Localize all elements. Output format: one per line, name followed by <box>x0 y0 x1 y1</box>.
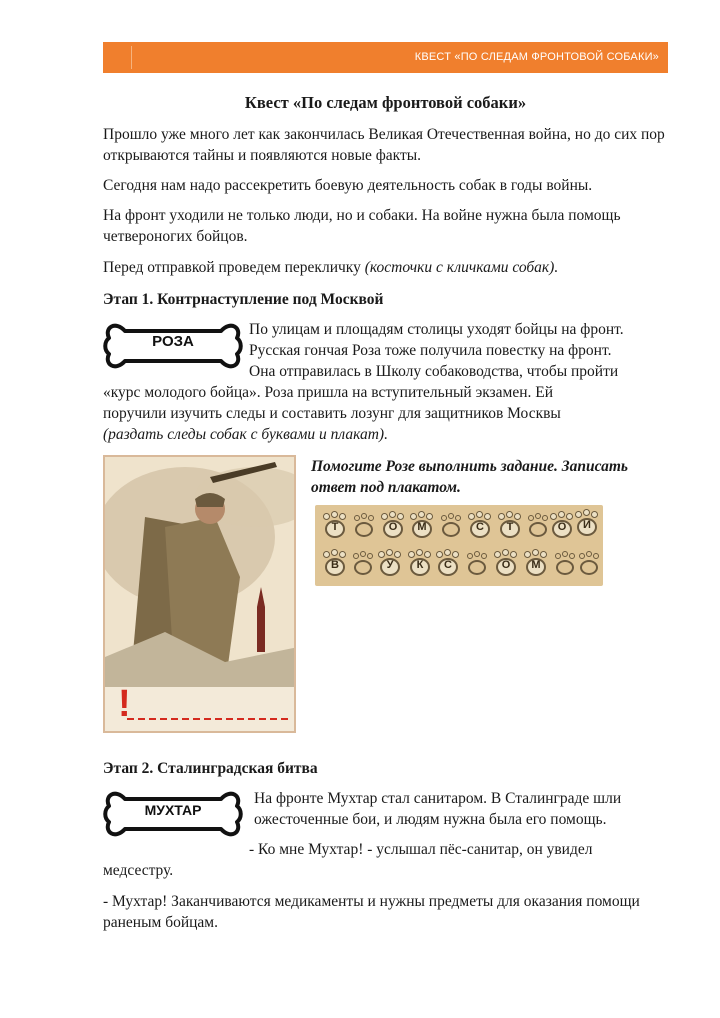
poster-exclamation: ! <box>118 683 131 725</box>
paw-print-icon <box>577 551 601 577</box>
paw-letter: М <box>531 559 541 571</box>
paw-print-icon <box>320 511 350 541</box>
paw-print-icon <box>320 549 350 579</box>
task-line-2: ответ под плакатом. <box>311 479 461 496</box>
bone-mukhtar-label: МУХТАР <box>144 802 202 818</box>
stage2-dialog-2: - Мухтар! Заканчиваются медикаменты и нужны предметы для оказания помощи раненым бойцам. <box>103 893 640 931</box>
paw-print-icon <box>572 509 602 539</box>
paw-letter: Т <box>506 521 514 533</box>
paw-print-icon <box>433 549 463 579</box>
stage1-line-3: Она отправилась в Школу собаководства, чтобы пройти <box>249 363 619 380</box>
paw-print-icon <box>439 513 463 539</box>
paw-print-icon <box>405 549 435 579</box>
paw-letter: И <box>583 519 591 531</box>
stage1-line-5: поручили изучить следы и составить лозунг для защитников Москвы <box>103 405 561 422</box>
paw-letter: Т <box>331 521 339 533</box>
paw-letter: С <box>444 559 452 571</box>
rollcall-italic: (косточки с кличками собак). <box>364 259 559 276</box>
paw-print-icon <box>465 551 489 577</box>
stage1-italic-line: (раздать следы собак с буквами и плакат). <box>103 426 388 443</box>
paw-print-icon <box>378 511 408 541</box>
paw-letter: В <box>331 559 339 571</box>
paw-print-icon <box>407 511 437 541</box>
stage1-line-2: Русская гончая Роза тоже получила повестку на фронт. <box>249 342 612 359</box>
stage2-dialog-1b: медсестру. <box>103 862 174 879</box>
paw-print-icon <box>495 511 525 541</box>
header-divider <box>131 46 132 69</box>
stage1-line-4: «курс молодого бойца». Роза пришла на вступительный экзамен. Ей <box>103 384 554 401</box>
intro-paragraph-3: На фронт уходили не только люди, но и собаки. На войне нужна была помощь четвероногих бойцов. <box>103 207 621 245</box>
task-line-1: Помогите Розе выполнить задание. Записать <box>311 458 628 475</box>
paw-print-icon <box>521 549 551 579</box>
bone-roza-label: РОЗА <box>152 333 194 350</box>
paw-letter: О <box>557 521 567 533</box>
header-bar <box>103 42 668 73</box>
rollcall-paragraph <box>103 257 668 278</box>
intro-paragraph-1: Прошло уже много лет как закончилась Великая Отечественная война, но до сих пор открываются тайны и появляются новые факты. <box>103 126 665 164</box>
paw-print-icon <box>553 551 577 577</box>
soldier-illustration <box>105 457 296 733</box>
paw-letter: О <box>501 559 511 571</box>
paw-letter: С <box>476 521 484 533</box>
paw-prints-card <box>315 505 603 586</box>
header-text: КВЕСТ «ПО СЛЕДАМ ФРОНТОВОЙ СОБАКИ» <box>414 51 659 63</box>
page-title: Квест «По следам фронтовой собаки» <box>244 93 527 112</box>
paw-letter: К <box>416 559 424 571</box>
stage2-line-1: На фронте Мухтар стал санитаром. В Сталинграде шли <box>254 790 622 807</box>
paw-print-icon <box>375 549 405 579</box>
stage1-heading: Этап 1. Контрнаступление под Москвой <box>103 291 384 308</box>
paw-letter: О <box>388 521 398 533</box>
war-poster-image <box>103 455 296 733</box>
stage2-dialog-1a: - Ко мне Мухтар! - услышал пёс-санитар, он увидел <box>249 841 593 858</box>
paw-letter: М <box>417 521 427 533</box>
stage2-line-2: ожесточенные бои, и людям нужна была его помощь. <box>254 811 607 828</box>
stage1-line-1: По улицам и площадям столицы уходят бойцы на фронт. <box>249 321 624 338</box>
paw-print-icon <box>465 511 495 541</box>
intro-paragraph-2: Сегодня нам надо рассекретить боевую деятельность собак в годы войны. <box>103 177 593 194</box>
stage2-heading: Этап 2. Сталинградская битва <box>103 760 318 777</box>
rollcall-text: Перед отправкой проведем перекличку <box>103 259 365 276</box>
paw-letter: У <box>386 559 394 571</box>
paw-print-icon <box>351 551 375 577</box>
paw-print-icon <box>491 549 521 579</box>
paw-print-icon <box>352 513 376 539</box>
